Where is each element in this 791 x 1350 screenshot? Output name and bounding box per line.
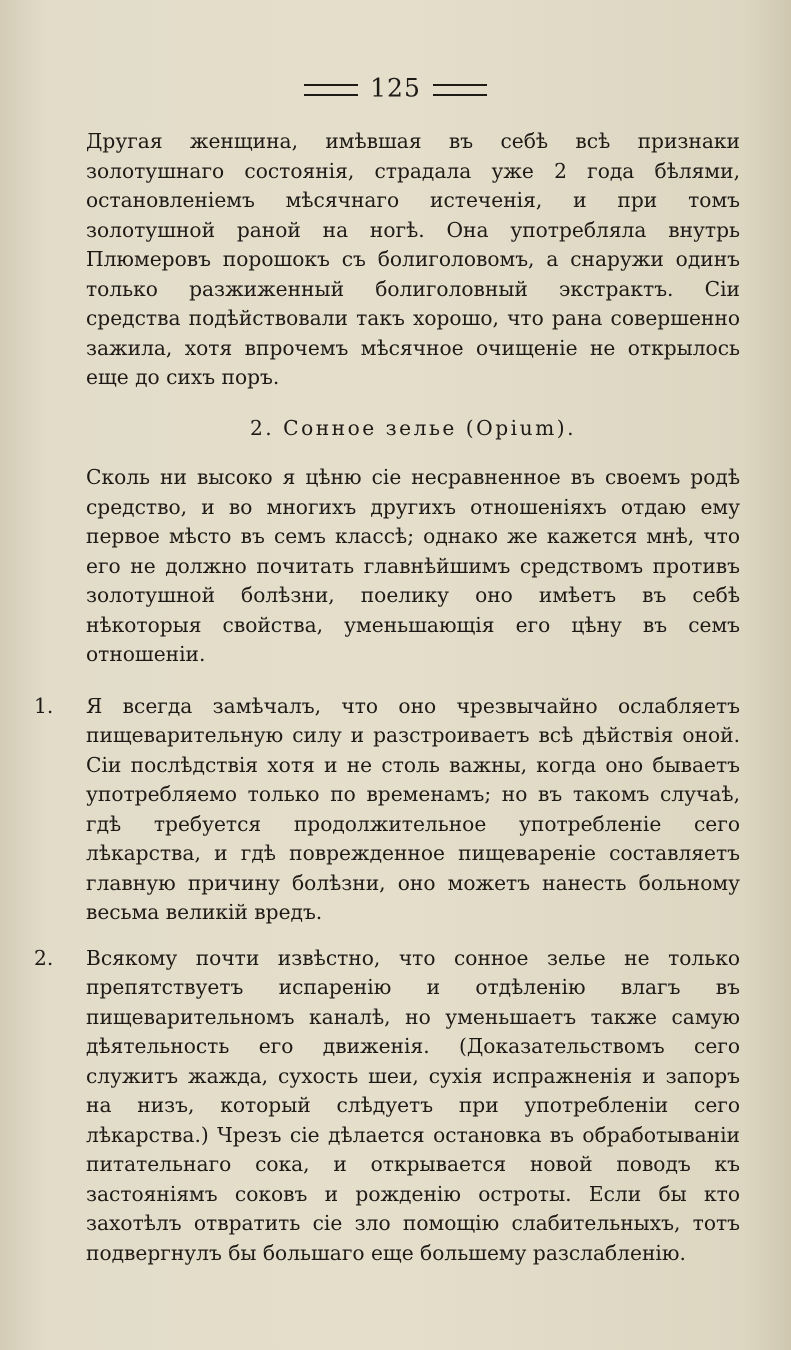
- paragraph-case-report: Другая женщина, имѣвшая въ себѣ всѣ признаки золотушнаго состоянія, страдала уже 2 года бѣлями, остановленіемъ мѣсячнаго истеченія, и при томъ золотушной раной на ногѣ. Она употребляла внутрь Плюмеровъ порошокъ съ болиголовомъ, а снаружи одинъ только разжиженный болиголовный экстрактъ. Сіи средства подѣйствовали такъ хорошо, что рана совершенно зажила, хотя впрочемъ мѣсячное очищеніе не открылось еще до сихъ поръ.: [86, 129, 740, 389]
- item-text: Всякому почти извѣстно, что сонное зелье не только препятствуетъ испаренію и отдѣленію влагъ въ пищеварительномъ каналѣ, но уменьшаетъ также самую дѣятельность его движенія. (Доказательствомъ сего служитъ жажда, сухость шеи, сухія испражненія и запоръ на низъ, который слѣдуетъ при употребленіи сего лѣкарства.) Чрезъ сіе дѣлается остановка въ обработываніи питательнаго сока, и открывается новой поводъ къ застояніямъ соковъ и рожденію остроты. Если бы кто захотѣлъ отвратить сіе зло помощію слабительныхъ, тотъ подвергнулъ бы большаго еще большему разслабленію.: [86, 945, 740, 1265]
- page-body: [34, 123, 740, 1268]
- item-number: 2.: [34, 945, 54, 970]
- left-ornamental-rule: [304, 84, 358, 96]
- item-number: 1.: [34, 693, 54, 718]
- item-text: Я всегда замѣчалъ, что оно чрезвычайно ослабляетъ пищеварительную силу и разстроиваетъ всѣ дѣйствія оной. Сіи послѣдствія хотя и не столь важны, когда оно бываетъ употребляемо только по временамъ; но въ такомъ случаѣ, гдѣ требуется продолжительное употребленіе сего лѣкарства, и гдѣ поврежденное пищевареніе составляетъ главную причину болѣзни, оно можетъ нанесть больному весьма великій вредъ.: [86, 693, 740, 924]
- page-header: [0, 72, 791, 104]
- right-ornamental-rule: [433, 84, 487, 96]
- section-heading: 2. Сонное зелье (Opium).: [249, 415, 577, 440]
- numbered-item-2: [34, 944, 740, 1269]
- paragraph-opium-intro: Сколь ни высоко я цѣню сіе несравненное въ своемъ родѣ средство, и во многихъ другихъ отношеніяхъ отдаю ему первое мѣсто въ семъ классѣ; однако же кажется мнѣ, что его не должно почитать главнѣйшимъ средствомъ противъ золотушной болѣзни, поелику оно имѣетъ въ себѣ нѣкоторыя свойства, уменьшающія его цѣну въ семъ отношеніи.: [86, 465, 740, 666]
- page-number: 125: [370, 73, 421, 103]
- numbered-item-1: [34, 692, 740, 928]
